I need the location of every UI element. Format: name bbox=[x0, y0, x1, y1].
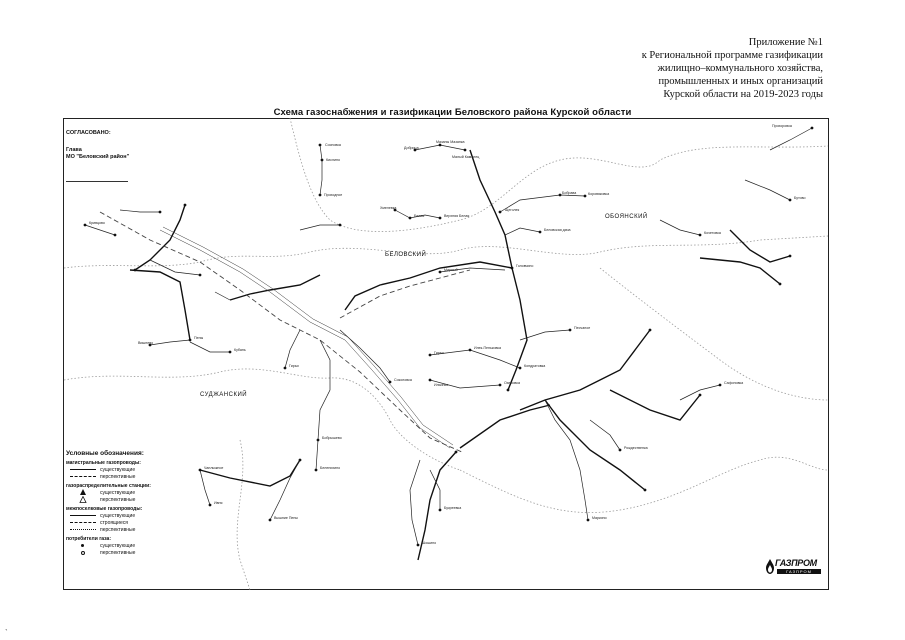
approval-role: Глава bbox=[66, 147, 82, 153]
settlement-label: Кондратовка bbox=[524, 364, 546, 368]
settlement-label: Гирьи bbox=[434, 351, 444, 355]
legend-symbol-building-inter bbox=[66, 519, 100, 526]
settlement-label: Сафоновка bbox=[724, 381, 744, 385]
settlement-label: Сосновка bbox=[325, 143, 341, 147]
settlement-label: Пены bbox=[194, 336, 204, 340]
settlement-label: Добрица bbox=[404, 146, 419, 150]
settlement-label: Щеголек bbox=[505, 208, 520, 212]
legend-section-main: магистральные газопроводы: bbox=[66, 460, 141, 466]
settlement-label: Кривцово bbox=[89, 221, 105, 225]
planned-main-pipeline bbox=[100, 212, 470, 452]
legend-row: существующие bbox=[66, 489, 186, 496]
settlement-label: Маркино bbox=[592, 516, 607, 520]
settlement-label: Мазаны Мазанка bbox=[436, 140, 465, 144]
settlement-label: Малый Каменец bbox=[452, 155, 480, 159]
road bbox=[160, 227, 453, 448]
appendix-line: к Региональной программе газификации bbox=[641, 50, 823, 61]
settlement-label: Вишнево bbox=[138, 341, 154, 345]
settlement-label: Проходное bbox=[324, 193, 343, 197]
settlement-label: Кочетовка bbox=[704, 231, 721, 235]
settlement-label: Бутово bbox=[794, 196, 806, 200]
settlement-label: Кубань bbox=[234, 348, 246, 352]
main-pipelines bbox=[130, 150, 790, 560]
settlement-label: Бобрышево bbox=[322, 436, 342, 440]
gazprom-logo bbox=[765, 556, 825, 578]
appendix-line: промышленных и иных организаций bbox=[658, 76, 823, 87]
region-label-belovsky: БЕЛОВСКИЙ bbox=[385, 252, 427, 258]
settlement-label: Ильинка bbox=[434, 383, 449, 387]
settlement-label: Кислино bbox=[326, 158, 340, 162]
flame-icon bbox=[765, 559, 775, 574]
settlement-label: Рождественка bbox=[624, 446, 648, 450]
settlement-label: Беленихино bbox=[320, 466, 341, 470]
legend-row: перспективные bbox=[66, 549, 186, 556]
settlement-label: Бобрава bbox=[562, 191, 577, 195]
settlement-label: Коровяковка bbox=[588, 192, 610, 196]
settlement-label: Ивня bbox=[214, 501, 223, 505]
settlement-label: Белая bbox=[414, 214, 425, 218]
settlement-label: Соколовка bbox=[394, 378, 412, 382]
settlement-label: Мирный bbox=[444, 268, 458, 272]
legend-symbol-planned-consumer bbox=[66, 549, 100, 556]
settlement-label: Головчино bbox=[516, 264, 534, 268]
logo-name: ГАЗПРОМ bbox=[775, 558, 817, 568]
settlement-label: Гирьи bbox=[289, 364, 299, 368]
scan-mark: ˋ bbox=[5, 628, 8, 637]
settlement-label: Илек-Пеньковка bbox=[474, 346, 502, 350]
legend-section-consumers: потребители газа: bbox=[66, 536, 111, 542]
legend-row: строящиеся bbox=[66, 519, 186, 526]
map-title: Схема газоснабжения и газификации Беловского района Курской области bbox=[273, 107, 632, 118]
legend-symbol-planned-gds bbox=[66, 496, 100, 503]
settlement-label: Озеровка bbox=[504, 381, 520, 385]
map-legend bbox=[66, 451, 186, 556]
settlement-label: Прохоровка bbox=[772, 124, 792, 128]
appendix-number: Приложение №1 bbox=[748, 37, 823, 48]
legend-section-inter: межпоселковые газопроводы: bbox=[66, 506, 143, 512]
approval-block bbox=[66, 130, 129, 182]
region-label-oboyansky: ОБОЯНСКИЙ bbox=[605, 214, 648, 220]
settlement-label: Хмелевка bbox=[380, 206, 397, 210]
appendix-line: Курской области на 2019-2023 годы bbox=[663, 89, 823, 100]
logo-subtitle: ГАЗПРОМ bbox=[777, 569, 821, 574]
legend-title: Условные обозначения: bbox=[66, 450, 144, 457]
approval-org: МО "Беловский район" bbox=[66, 154, 130, 160]
settlement-label: Шошино bbox=[422, 541, 437, 545]
region-label-sudzhansky: СУДЖАНСКИЙ bbox=[200, 392, 248, 398]
settlement-label: Чаплыжное bbox=[204, 466, 224, 470]
legend-symbol-existing-main bbox=[66, 466, 100, 473]
signature-line bbox=[66, 181, 128, 182]
legend-row: существующие bbox=[66, 466, 186, 473]
legend-symbol-planned-main bbox=[66, 473, 100, 480]
legend-symbol-planned-inter bbox=[66, 526, 100, 533]
approval-heading: СОГЛАСОВАНО: bbox=[66, 130, 111, 136]
legend-row: существующие bbox=[66, 512, 186, 519]
legend-symbol-existing-gds bbox=[66, 489, 100, 496]
legend-row: существующие bbox=[66, 542, 186, 549]
settlement-label: Верхняя Белая bbox=[444, 214, 470, 218]
legend-symbol-existing-inter bbox=[66, 512, 100, 519]
settlement-label: Вышние Пены bbox=[274, 516, 299, 520]
legend-symbol-existing-consumer bbox=[66, 542, 100, 549]
settlement-label: Букреевка bbox=[444, 506, 462, 510]
settlement-label: Песчаное bbox=[574, 326, 591, 330]
appendix-line: жилищно–коммунального хозяйства, bbox=[657, 63, 823, 74]
legend-row: перспективные bbox=[66, 526, 186, 533]
legend-section-gds: газораспределительные станции: bbox=[66, 483, 151, 489]
legend-row: перспективные bbox=[66, 496, 186, 503]
legend-row: перспективные bbox=[66, 473, 186, 480]
settlement-label: Беловская дача bbox=[544, 228, 571, 232]
